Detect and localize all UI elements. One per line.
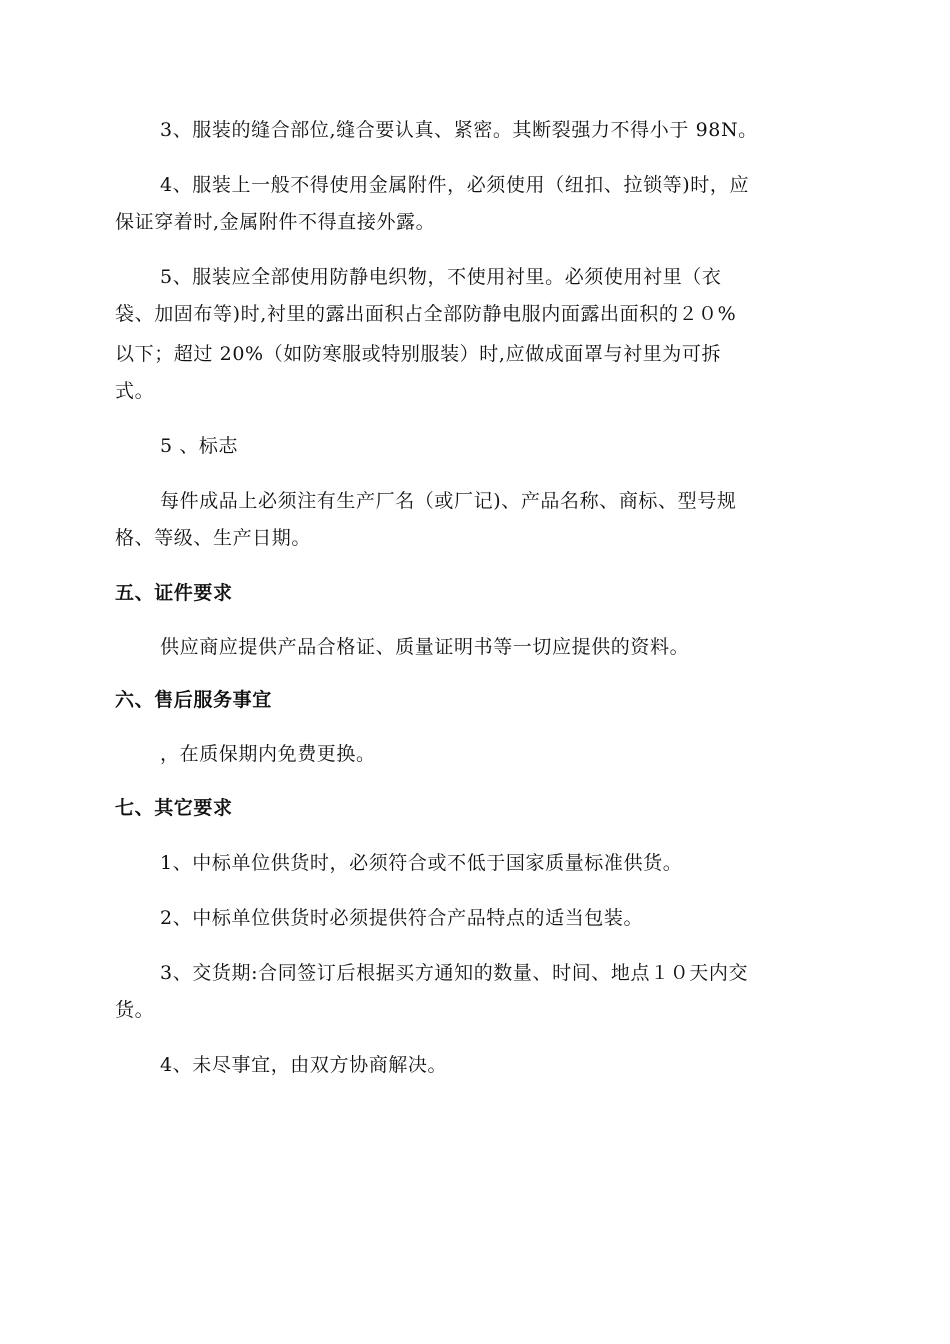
paragraph-antistatic-line3: 以下；超过 20%（如防寒服或特别服装）时,应做成面罩与衬里为可拆 bbox=[115, 343, 722, 365]
section-six-text: ，在质保期内免费更换。 bbox=[160, 743, 376, 765]
subsection-marking-title: 5 、标志 bbox=[160, 435, 239, 457]
paragraph-antistatic-line1: 5、服装应全部使用防静电织物，不使用衬里。必须使用衬里（衣 bbox=[160, 266, 722, 288]
section-seven-item1: 1、中标单位供货时，必须符合或不低于国家质量标准供货。 bbox=[160, 852, 683, 874]
section-five-heading: 五、证件要求 bbox=[115, 582, 233, 604]
paragraph-metal-fittings-line2: 保证穿着时,金属附件不得直接外露。 bbox=[115, 211, 436, 233]
section-seven-heading: 七、其它要求 bbox=[115, 797, 233, 819]
section-six-heading: 六、售后服务事宜 bbox=[115, 689, 272, 711]
paragraph-metal-fittings-line1: 4、服装上一般不得使用金属附件，必须使用（纽扣、拉锁等)时，应 bbox=[160, 174, 750, 196]
paragraph-marking-line1: 每件成品上必须注有生产厂名（或厂记)、产品名称、商标、型号规 bbox=[160, 490, 737, 512]
paragraph-marking-line2: 格、等级、生产日期。 bbox=[115, 527, 312, 549]
section-seven-item3-line2: 货。 bbox=[115, 999, 155, 1021]
paragraph-antistatic-line2: 袋、加固布等)时,衬里的露出面积占全部防静电服内面露出面积的２０% bbox=[115, 303, 737, 325]
section-five-text: 供应商应提供产品合格证、质量证明书等一切应提供的资料。 bbox=[160, 636, 690, 658]
paragraph-seam-strength: 3、服装的缝合部位,缝合要认真、紧密。其断裂强力不得小于 98N。 bbox=[160, 119, 758, 141]
section-seven-item3-line1: 3、交货期:合同签订后根据买方通知的数量、时间、地点１０天内交 bbox=[160, 962, 749, 984]
paragraph-antistatic-line4: 式。 bbox=[115, 380, 155, 402]
section-seven-item4: 4、未尽事宜，由双方协商解决。 bbox=[160, 1054, 448, 1076]
section-seven-item2: 2、中标单位供货时必须提供符合产品特点的适当包装。 bbox=[160, 907, 644, 929]
